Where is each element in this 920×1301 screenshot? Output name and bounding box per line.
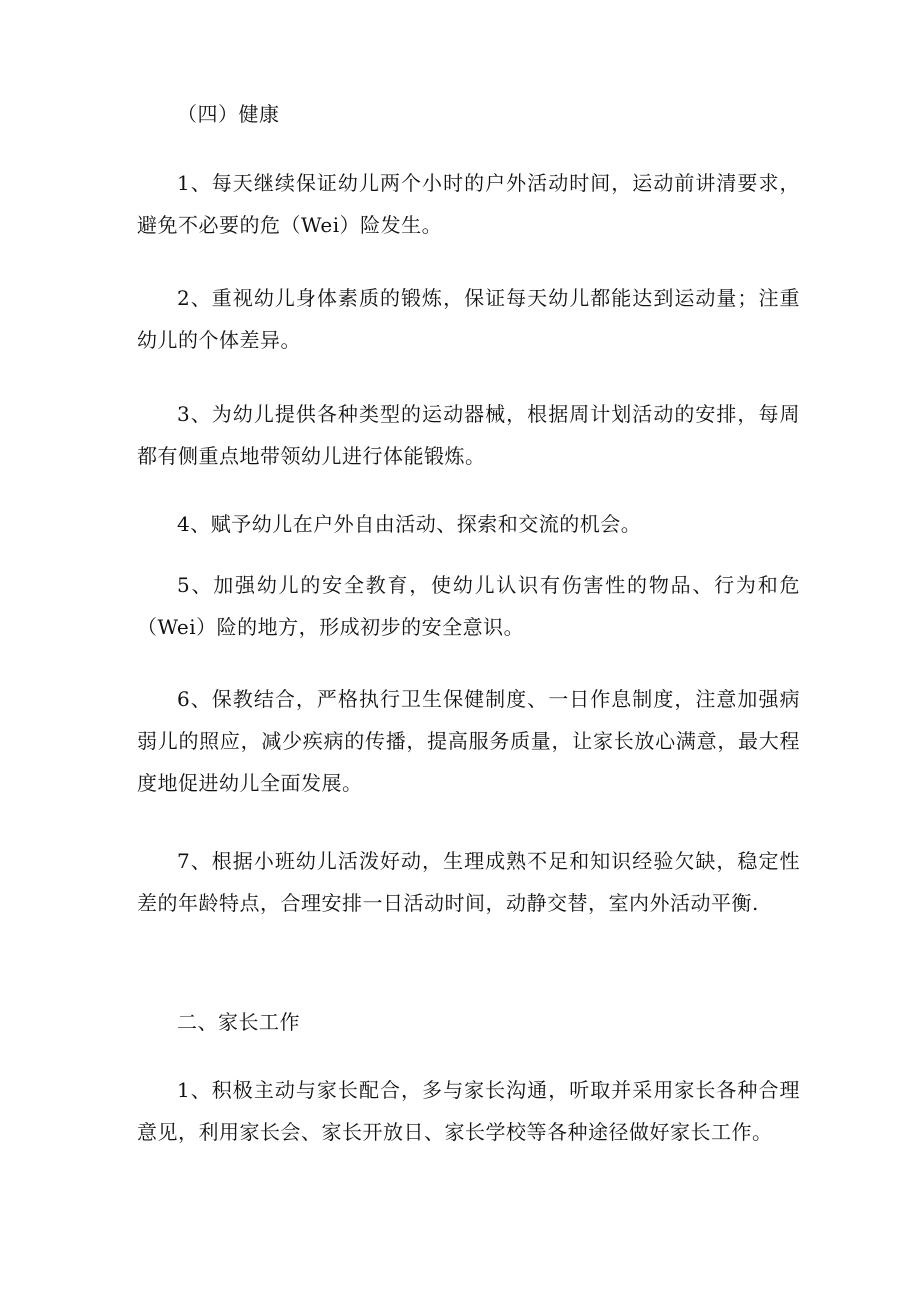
section-heading-parent-work: 二、家长工作 (177, 1010, 300, 1034)
section-heading-health: （四）健康 (177, 102, 280, 126)
health-item-3: 3、为幼儿提供各种类型的运动器械，根据周计划活动的安排，每周都有侧重点地带领幼儿进行体能锻炼。 (137, 402, 800, 468)
health-item-2: 2、重视幼儿身体素质的锻炼，保证每天幼儿都能达到运动量；注重幼儿的个体差异。 (137, 286, 800, 352)
health-item-7: 7、根据小班幼儿活泼好动，生理成熟不足和知识经验欠缺，稳定性差的年龄特点，合理安排一日活动时间，动静交替，室内外活动平衡. (137, 849, 800, 915)
parent-work-item-1: 1、积极主动与家长配合，多与家长沟通，听取并采用家长各种合理意见，利用家长会、家长开放日、家长学校等各种途径做好家长工作。 (137, 1078, 800, 1144)
health-item-6: 6、保教结合，严格执行卫生保健制度、一日作息制度，注意加强病弱儿的照应，减少疾病的传播，提高服务质量，让家长放心满意，最大程度地促进幼儿全面发展。 (137, 687, 800, 795)
health-item-5: 5、加强幼儿的安全教育，使幼儿认识有伤害性的物品、行为和危（Wei）险的地方，形成初步的安全意识。 (137, 573, 800, 639)
health-item-1: 1、每天继续保证幼儿两个小时的户外活动时间，运动前讲清要求，避免不必要的危（Wei）险发生。 (137, 171, 800, 237)
health-item-4: 4、赋予幼儿在户外自由活动、探索和交流的机会。 (177, 512, 642, 536)
